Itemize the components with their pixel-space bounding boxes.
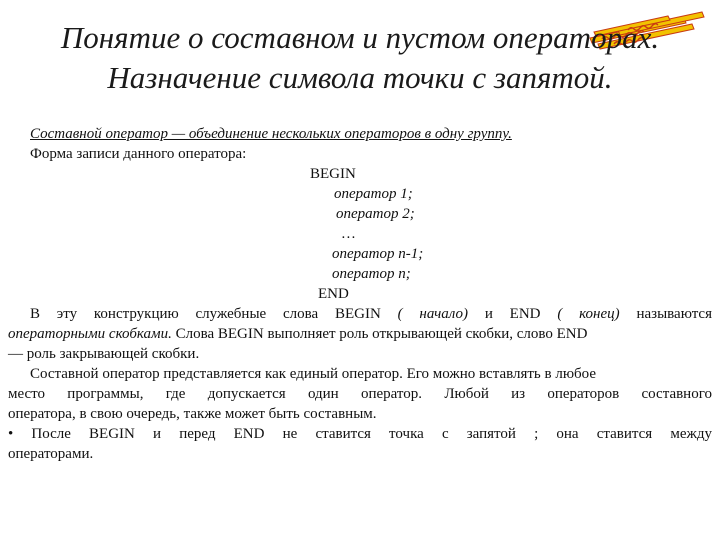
p1-text-c: и END [468,306,541,322]
paragraph2-line2: место программы, где допускается один оператор. Любой из операторов составного [8,386,712,402]
title-line-2: Назначение символа точки с запятой. [107,60,613,95]
code-dots-line [8,224,712,244]
paragraph2-line1: Составной оператор представляется как единый оператор. Его можно вставлять в любое [30,366,597,382]
definition-term: Составной оператор [30,126,168,142]
p1-text-g: Слова BEGIN выполняет роль открывающей скобки, слово END [171,326,588,342]
code-end: END [318,286,349,302]
paragraph1-line1 [8,304,712,324]
form-label: Форма записи данного оператора: [30,146,247,162]
code-dots: … [342,226,356,242]
code-op1-line [8,184,712,204]
code-opn-line [8,264,712,284]
definition-text: — объединение нескольких операторов в одну группу. [167,126,512,142]
paragraph2-line3: оператора, в свою очередь, также может быть составным. [8,406,377,422]
code-end-line [8,284,712,304]
code-begin: BEGIN [310,166,356,182]
bullet-line2: операторами. [8,446,94,462]
p1-text-e: называются [619,306,712,322]
bullet-line1: • После BEGIN и перед END не ставится точка с запятой ; она ставится между [8,426,712,442]
code-opn1-line [8,244,712,264]
paragraph1-line2 [8,324,712,344]
title-line-1: Понятие о составном и пустом операторах. [60,20,660,55]
paragraph1-line3: — роль закрывающей скобки. [8,346,200,362]
slide-body [8,124,712,464]
p1-end-meaning: ( конец) [557,306,620,322]
slide-title [0,18,720,98]
p1-text-a: В эту конструкцию служебные слова BEGIN [30,306,381,322]
definition-line [8,124,712,144]
code-opn1: оператор n-1; [332,246,424,262]
code-op1: оператор 1; [334,186,413,202]
code-op2: оператор 2; [336,206,415,222]
p1-begin-meaning: ( начало) [397,306,469,322]
code-opn: оператор n; [332,266,411,282]
code-begin-line [8,164,712,184]
code-op2-line [8,204,712,224]
p1-operator-brackets: операторными скобками. [8,326,172,342]
